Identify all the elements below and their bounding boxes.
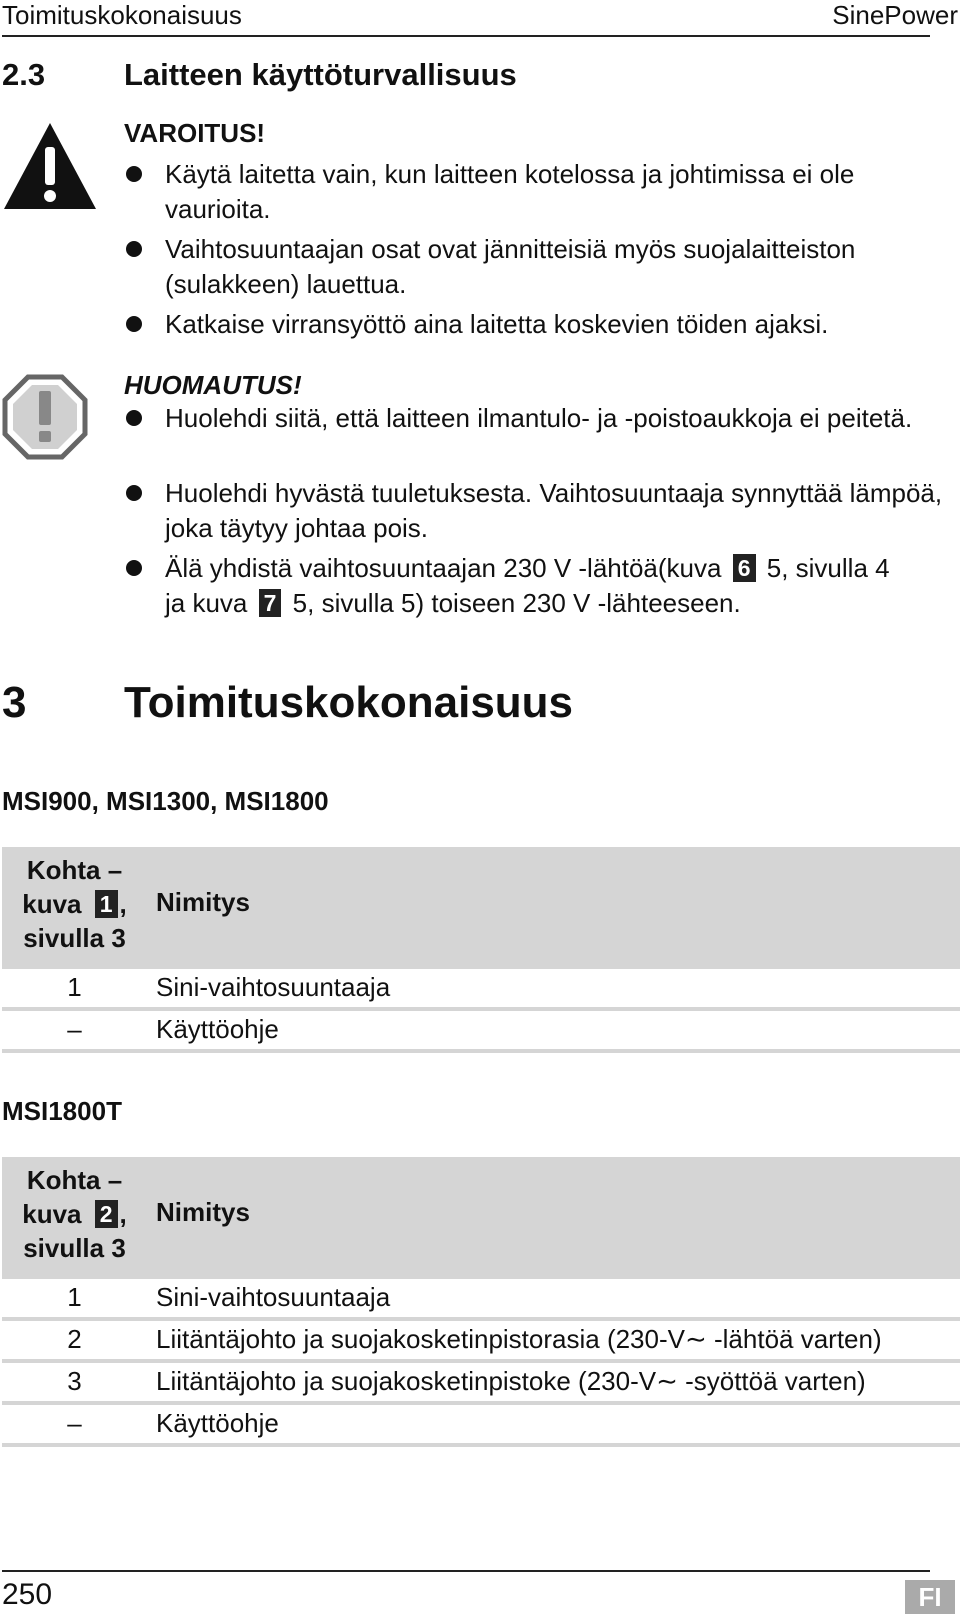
running-header-title: Toimituskokonaisuus (2, 0, 242, 30)
delivery-table (2, 847, 960, 1053)
cell-name: Sini-vaihtosuuntaaja (156, 1282, 391, 1312)
table-row (2, 1405, 960, 1447)
bullet-icon (126, 485, 142, 501)
table-header (2, 847, 960, 969)
cell-item: 1 (67, 972, 82, 1002)
cell-name: Käyttöohje (156, 1408, 279, 1438)
page-number: 250 (2, 1578, 53, 1611)
figure-ref-badge: 6 (733, 554, 756, 582)
cell-item: – (67, 1014, 82, 1044)
cell-name: Käyttöohje (156, 1014, 279, 1044)
table-row (2, 1011, 960, 1053)
section-title: Laitteen käyttöturvallisuus (124, 57, 517, 92)
footer-rule (2, 1570, 930, 1572)
column-header-name: Nimitys (156, 887, 250, 917)
chapter-number: 3 (2, 678, 27, 727)
figure-ref-badge: 1 (95, 890, 118, 918)
running-header-brand: SinePower (832, 0, 958, 30)
figure-ref-badge: 2 (95, 1200, 118, 1228)
header-rule (2, 35, 930, 37)
table-header (2, 1157, 960, 1279)
table-row (2, 969, 960, 1011)
language-tab: FI (905, 1580, 955, 1614)
warning-item: Katkaise virransyöttö aina laitetta koskevien töiden ajaksi. (124, 307, 954, 342)
cell-name: Liitäntäjohto ja suojakosketinpistoke (230-V∼ -syöttöä varten) (156, 1366, 866, 1396)
warning-item: Käytä laitetta vain, kun laitteen kotelossa ja johtimissa ei ole vaurioita. (124, 157, 954, 227)
table-row (2, 1321, 960, 1363)
cell-item: 2 (67, 1324, 82, 1354)
cell-item: 1 (67, 1282, 82, 1312)
bullet-icon (126, 410, 142, 426)
bullet-icon (126, 316, 142, 332)
cell-name: Sini-vaihtosuuntaaja (156, 972, 391, 1002)
bullet-icon (126, 560, 142, 576)
column-header-item: Kohta – kuva 1 , sivulla 3 (22, 855, 127, 953)
notice-item: Huolehdi siitä, että laitteen ilmantulo- ja -poistoaukkoja ei peitetä. (124, 401, 954, 436)
notice-item: Älä yhdistä vaihtosuuntaajan 230 V -lähtöä(kuva 6 5, sivulla 4 ja kuva 7 5, sivulla 5) toiseen 230 V -lähteeseen. (124, 551, 954, 621)
model-heading: MSI900, MSI1300, MSI1800 (2, 786, 329, 816)
notice-label: HUOMAUTUS! (124, 370, 302, 400)
notice-item: Huolehdi hyvästä tuuletuksesta. Vaihtosuuntaaja synnyttää lämpöä, joka täytyy johtaa pois. (124, 476, 954, 546)
table-row (2, 1279, 960, 1321)
figure-ref-badge: 7 (259, 589, 282, 617)
cell-item: – (67, 1408, 82, 1438)
bullet-icon (126, 241, 142, 257)
bullet-icon (126, 166, 142, 182)
notice-octagon-icon (2, 374, 88, 460)
model-heading: MSI1800T (2, 1096, 122, 1126)
chapter-title: Toimituskokonaisuus (124, 678, 574, 727)
column-header-item: Kohta – kuva 2 , sivulla 3 (22, 1165, 127, 1263)
section-number: 2.3 (2, 57, 46, 92)
warning-triangle-icon (2, 121, 98, 211)
cell-name: Liitäntäjohto ja suojakosketinpistorasia (230-V∼ -lähtöä varten) (156, 1324, 882, 1354)
column-header-name: Nimitys (156, 1197, 250, 1227)
delivery-table (2, 1157, 960, 1447)
warning-label: VAROITUS! (124, 118, 266, 148)
cell-item: 3 (67, 1366, 82, 1396)
warning-item: Vaihtosuuntaajan osat ovat jännitteisiä myös suojalaitteiston (sulakkeen) lauettua. (124, 232, 954, 302)
table-row (2, 1363, 960, 1405)
